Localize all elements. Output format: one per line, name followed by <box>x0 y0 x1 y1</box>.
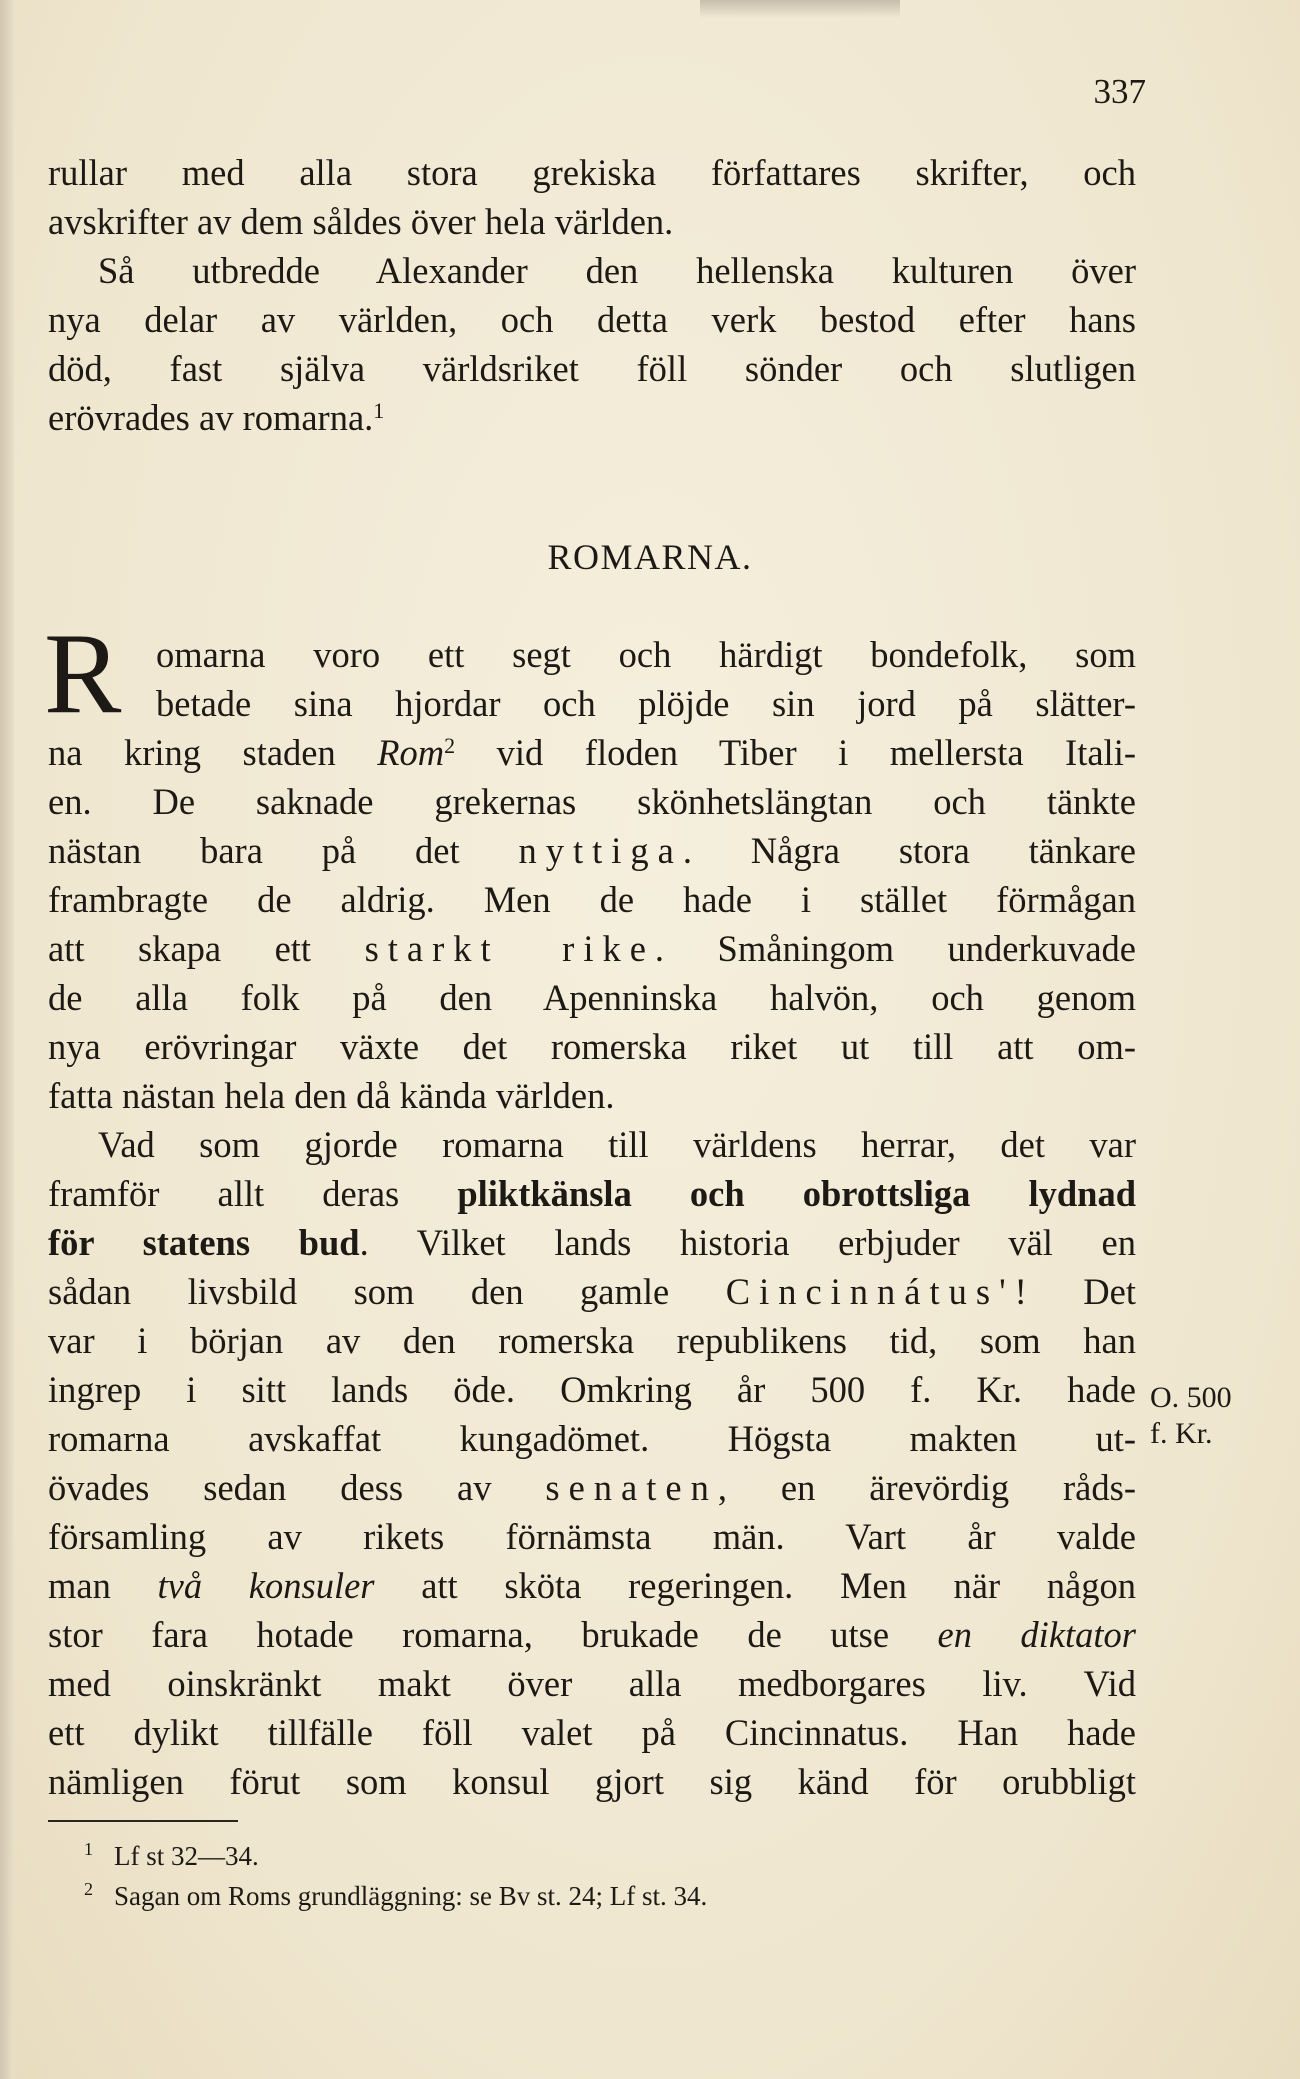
bold-run: pliktkänsla och obrottsliga lydnad <box>457 1173 1136 1214</box>
text-run: ! Det <box>1014 1271 1136 1312</box>
footnote: 1 Lf st 32—34. <box>84 1839 259 1871</box>
text-run: erövrades av romarna. <box>48 397 374 438</box>
footnote: 2 Sagan om Roms grundläggning: se Bv st. 24; Lf st. 34. <box>84 1879 708 1911</box>
text-line <box>48 1218 1136 1267</box>
footnote-text: Lf st 32—34. <box>114 1841 259 1871</box>
text-run: . Vilket lands historia erbjuder väl en <box>359 1222 1136 1263</box>
text-run: att skapa ett <box>48 928 365 969</box>
text-run: framför allt deras <box>48 1173 458 1214</box>
margin-note-line: O. 500 <box>1150 1381 1232 1414</box>
text-run: att sköta regeringen. Men när någon <box>374 1565 1137 1606</box>
text-line: församling av rikets förnämsta män. Vart år valde <box>48 1516 1136 1557</box>
text-line <box>48 924 1136 973</box>
text-line <box>48 393 1136 442</box>
text-run: , en ärevördig råds- <box>717 1467 1136 1508</box>
text-line: Vad som gjorde romarna till världens herrar, det var <box>98 1124 1136 1165</box>
footnote-text: Sagan om Roms grundläggning: se Bv st. 24; Lf st. 34. <box>114 1881 708 1911</box>
italic-run: en diktator <box>937 1614 1137 1655</box>
footnote-ref[interactable]: 1 <box>373 398 385 423</box>
text-line: var i början av den romerska republikens tid, som han <box>48 1320 1136 1361</box>
text-run: sådan livsbild som den gamle <box>48 1271 726 1312</box>
spaced-run: starkt rike <box>364 928 655 969</box>
text-run: vid floden Tiber i mellersta Itali- <box>455 732 1136 773</box>
text-run: stor fara hotade romarna, brukade de utse <box>48 1614 938 1655</box>
text-line: omarna voro ett segt och härdigt bondefolk, som <box>156 634 1136 675</box>
text-line: fatta nästan hela den då kända världen. <box>48 1075 615 1116</box>
footnote-divider <box>48 1820 238 1822</box>
text-line <box>48 1610 1136 1659</box>
footnote-ref[interactable]: 2 <box>444 733 456 758</box>
text-run: na kring staden <box>48 732 378 773</box>
text-line: de alla folk på den Apenninska halvön, och genom <box>48 977 1136 1018</box>
drop-cap: R <box>44 610 122 738</box>
text-line <box>48 728 1136 777</box>
text-line: en. De saknade grekernas skönhetslängtan och tänkte <box>48 781 1136 822</box>
drop-cap-lines <box>156 630 1136 728</box>
footnotes <box>84 1836 1084 1916</box>
text-line: ett dylikt tillfälle föll valet på Cincinnatus. Han hade <box>48 1712 1136 1753</box>
page-number: 337 <box>1093 72 1146 111</box>
italic-run: Rom <box>377 732 445 773</box>
text-line <box>48 1267 1136 1316</box>
text-line: avskrifter av dem såldes över hela världen. <box>48 201 674 242</box>
text-line <box>48 1561 1136 1610</box>
text-line <box>48 826 1136 875</box>
text-line: död, fast själva världsriket föll sönder och slutligen <box>48 348 1136 389</box>
text-line: nya erövringar växte det romerska riket ut till att om- <box>48 1026 1136 1067</box>
intro-text <box>48 148 1136 442</box>
spaced-run: Cincinnátus' <box>725 1271 1015 1312</box>
text-run: nästan bara på det <box>48 830 519 871</box>
text-run: övades sedan dess av <box>48 1467 546 1508</box>
text-line: betade sina hjordar och plöjde sin jord på slätter- <box>156 683 1136 724</box>
text-line: rullar med alla stora grekiska författares skrifter, och <box>48 152 1136 193</box>
text-line: nämligen förut som konsul gjort sig känd för orubbligt <box>48 1761 1136 1802</box>
page-smudge <box>700 0 900 18</box>
section-heading: ROMARNA. <box>547 537 753 577</box>
margin-note <box>1150 1380 1260 1452</box>
text-line: frambragte de aldrig. Men de hade i stället förmågan <box>48 879 1136 920</box>
italic-run: två konsuler <box>157 1565 375 1606</box>
text-line: ingrep i sitt lands öde. Omkring år 500 f. Kr. hade <box>48 1369 1136 1410</box>
text-line: med oinskränkt makt över alla medborgares liv. Vid <box>48 1663 1136 1704</box>
margin-note-line: f. Kr. <box>1150 1417 1213 1450</box>
bold-run: för statens bud <box>48 1222 360 1263</box>
text-line <box>48 1463 1136 1512</box>
text-line: Så utbredde Alexander den hellenska kulturen över <box>98 250 1136 291</box>
text-line: romarna avskaffat kungadömet. Högsta makten ut- <box>48 1418 1136 1459</box>
text-line <box>48 1169 1136 1218</box>
spaced-run: nyttiga <box>518 830 683 871</box>
text-run: man <box>48 1565 158 1606</box>
text-run: . Småningom underkuvade <box>654 928 1136 969</box>
body-text <box>48 728 1136 1806</box>
text-line: nya delar av världen, och detta verk bestod efter hans <box>48 299 1136 340</box>
text-run: . Några stora tänkare <box>682 830 1137 871</box>
page-binding-shadow <box>0 0 14 2079</box>
spaced-run: senaten <box>545 1467 718 1508</box>
